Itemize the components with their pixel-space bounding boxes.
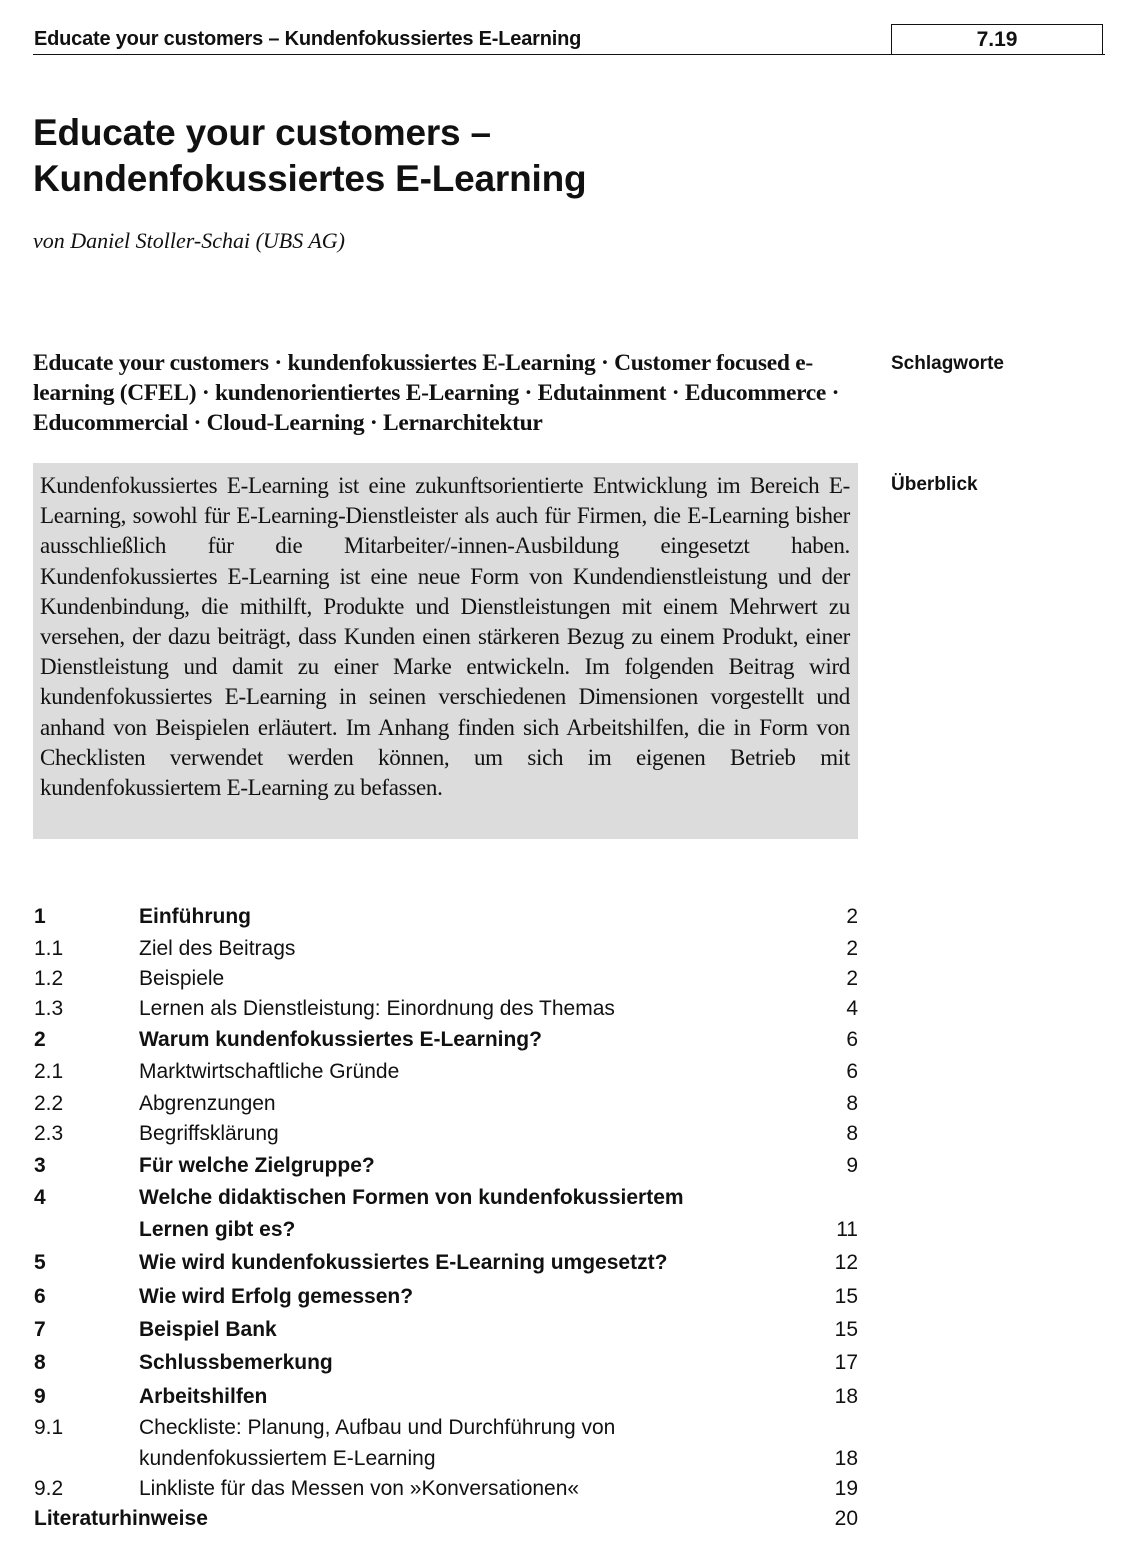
toc-entry-number: 6 <box>34 1285 46 1308</box>
toc-entry-page: 2 <box>846 937 858 960</box>
toc-entry-page: 15 <box>834 1285 858 1308</box>
toc-entry-title: Welche didaktischen Formen von kundenfokussiertem Lernen gibt es? <box>139 1186 684 1241</box>
overview-label: Überblick <box>891 474 978 495</box>
toc-entry-page: 18 <box>834 1385 858 1408</box>
toc-entry[interactable] <box>33 1413 858 1474</box>
toc-entry-page: 11 <box>836 1218 858 1241</box>
table-of-contents <box>33 900 858 1534</box>
toc-entry[interactable] <box>33 1246 858 1280</box>
toc-entry-page: 19 <box>834 1477 858 1500</box>
page-title <box>33 110 586 202</box>
toc-entry[interactable] <box>33 1280 858 1313</box>
keywords-label: Schlagworte <box>891 353 1004 374</box>
toc-entry-page: 8 <box>846 1092 858 1115</box>
toc-entry-title: Warum kundenfokussiertes E-Learning? <box>139 1028 542 1051</box>
toc-entry-number: 2.3 <box>34 1122 64 1145</box>
toc-entry-title: Einführung <box>139 905 251 928</box>
running-head-title: Educate your customers – Kundenfokussiertes E-Learning <box>34 28 582 50</box>
keywords-text: Educate your customers · kundenfokussiertes E-Learning · Customer focused e-learning (CFEL) · kundenorientiertes E-Learning · Edutainment · Educommerce · Educommercial · Cloud-Learning · Lernarchitektur <box>33 350 840 436</box>
toc-entry-page: 6 <box>846 1028 858 1051</box>
toc-entry-title: Schlussbemerkung <box>139 1351 333 1374</box>
toc-entry-page: 20 <box>834 1507 858 1530</box>
overview-text: Kundenfokussiertes E-Learning ist eine zukunftsorientierte Entwicklung im Bereich E-Learning, sowohl für E-Learning-Dienstleister als auch für Firmen, die E-Learning bisher ausschließlich für die Mitarbeiter/-innen-Ausbildung eingesetzt haben. Kundenfokussiertes E-Learning ist eine neue Form von Kundendienstleistung und der Kundenbindung, die mithilft, Produkte und Dienstleistungen mit einem Mehrwert zu versehen, der dazu beiträgt, dass Kunden einen stärkeren Bezug zu einem Produkt, einer Dienstleistung und damit zu einer Marke entwickeln. Im folgenden Beitrag wird kundenfokussiertes E-Learning in seinen verschiedenen Dimensionen vorgestellt und anhand von Beispielen erläutert. Im Anhang finden sich Arbeitshilfen, die in Form von Checklisten verwendet werden können, um sich im eigenen Betrieb mit kundenfokussiertem E-Learning zu befassen. <box>40 473 850 801</box>
toc-entry-title: Marktwirtschaftliche Gründe <box>139 1060 400 1083</box>
toc-entry-number: 3 <box>34 1154 46 1177</box>
toc-entry-number: 1.2 <box>34 967 64 990</box>
toc-entry[interactable] <box>33 1149 858 1182</box>
toc-entry-number: 2.1 <box>34 1060 64 1083</box>
toc-entry-title: Wie wird Erfolg gemessen? <box>139 1285 414 1308</box>
toc-entry[interactable] <box>33 994 858 1024</box>
toc-entry-page: 4 <box>846 997 858 1020</box>
title-line-1: Educate your customers – <box>33 112 491 153</box>
toc-entry[interactable] <box>33 1056 858 1088</box>
overview-box <box>33 463 858 839</box>
author-line: von Daniel Stoller-Schai (UBS AG) <box>33 228 345 253</box>
toc-entry[interactable] <box>33 1504 858 1534</box>
toc-entry-page: 8 <box>846 1122 858 1145</box>
toc-entry-page: 18 <box>834 1446 858 1470</box>
toc-entry[interactable] <box>33 1346 858 1380</box>
toc-entry-number: 9.2 <box>34 1477 64 1500</box>
toc-entry-page: 2 <box>846 905 858 928</box>
toc-entry-title: Beispiel Bank <box>139 1318 277 1341</box>
title-line-2: Kundenfokussiertes E-Learning <box>33 158 587 199</box>
toc-entry-title: Für welche Zielgruppe? <box>139 1154 375 1177</box>
toc-entry[interactable] <box>33 964 858 994</box>
toc-entry[interactable] <box>33 1380 858 1413</box>
toc-entry-title: Linkliste für das Messen von »Konversationen« <box>139 1477 580 1500</box>
toc-entry-title: Abgrenzungen <box>139 1092 276 1115</box>
toc-entry[interactable] <box>33 1313 858 1346</box>
toc-entry-number: 4 <box>34 1186 46 1209</box>
toc-entry-title: Ziel des Beitrags <box>139 937 296 960</box>
running-head <box>33 24 1105 55</box>
toc-entry-page: 17 <box>834 1351 858 1374</box>
toc-entry-number: 9.1 <box>34 1416 64 1439</box>
toc-entry-page: 6 <box>846 1060 858 1083</box>
toc-entry-number: 2 <box>34 1028 46 1051</box>
header-rule <box>33 54 1105 55</box>
toc-entry-title: Beispiele <box>139 967 225 990</box>
toc-entry-title: Lernen als Dienstleistung: Einordnung des Themas <box>139 997 615 1020</box>
toc-entry[interactable] <box>33 933 858 964</box>
toc-entry-number: 8 <box>34 1351 46 1374</box>
toc-entry[interactable] <box>33 1088 858 1119</box>
toc-entry-title: Literaturhinweise <box>34 1507 208 1530</box>
toc-entry[interactable] <box>33 900 858 933</box>
toc-entry-number: 1 <box>34 905 46 928</box>
toc-entry[interactable] <box>33 1474 858 1504</box>
toc-entry-number: 2.2 <box>34 1092 64 1115</box>
toc-entry-title: Wie wird kundenfokussiertes E-Learning umgesetzt? <box>139 1251 668 1274</box>
toc-entry-title: Checkliste: Planung, Aufbau und Durchführung von kundenfokussiertem E-Learning <box>139 1416 616 1470</box>
toc-entry-title: Begriffsklärung <box>139 1122 279 1145</box>
toc-entry-title: Arbeitshilfen <box>139 1385 268 1408</box>
toc-entry-page: 9 <box>846 1154 858 1177</box>
toc-entry[interactable] <box>33 1024 858 1056</box>
toc-entry-page: 2 <box>846 967 858 990</box>
toc-entry-page: 12 <box>834 1251 858 1274</box>
toc-entry-number: 7 <box>34 1318 46 1341</box>
section-number-box: 7.19 <box>891 24 1103 54</box>
toc-entry[interactable] <box>33 1182 858 1246</box>
toc-entry-number: 1.3 <box>34 997 64 1020</box>
toc-entry[interactable] <box>33 1119 858 1149</box>
toc-entry-page: 15 <box>834 1318 858 1341</box>
toc-entry-number: 1.1 <box>34 937 64 960</box>
toc-entry-number: 9 <box>34 1385 46 1408</box>
toc-entry-number: 5 <box>34 1251 46 1274</box>
